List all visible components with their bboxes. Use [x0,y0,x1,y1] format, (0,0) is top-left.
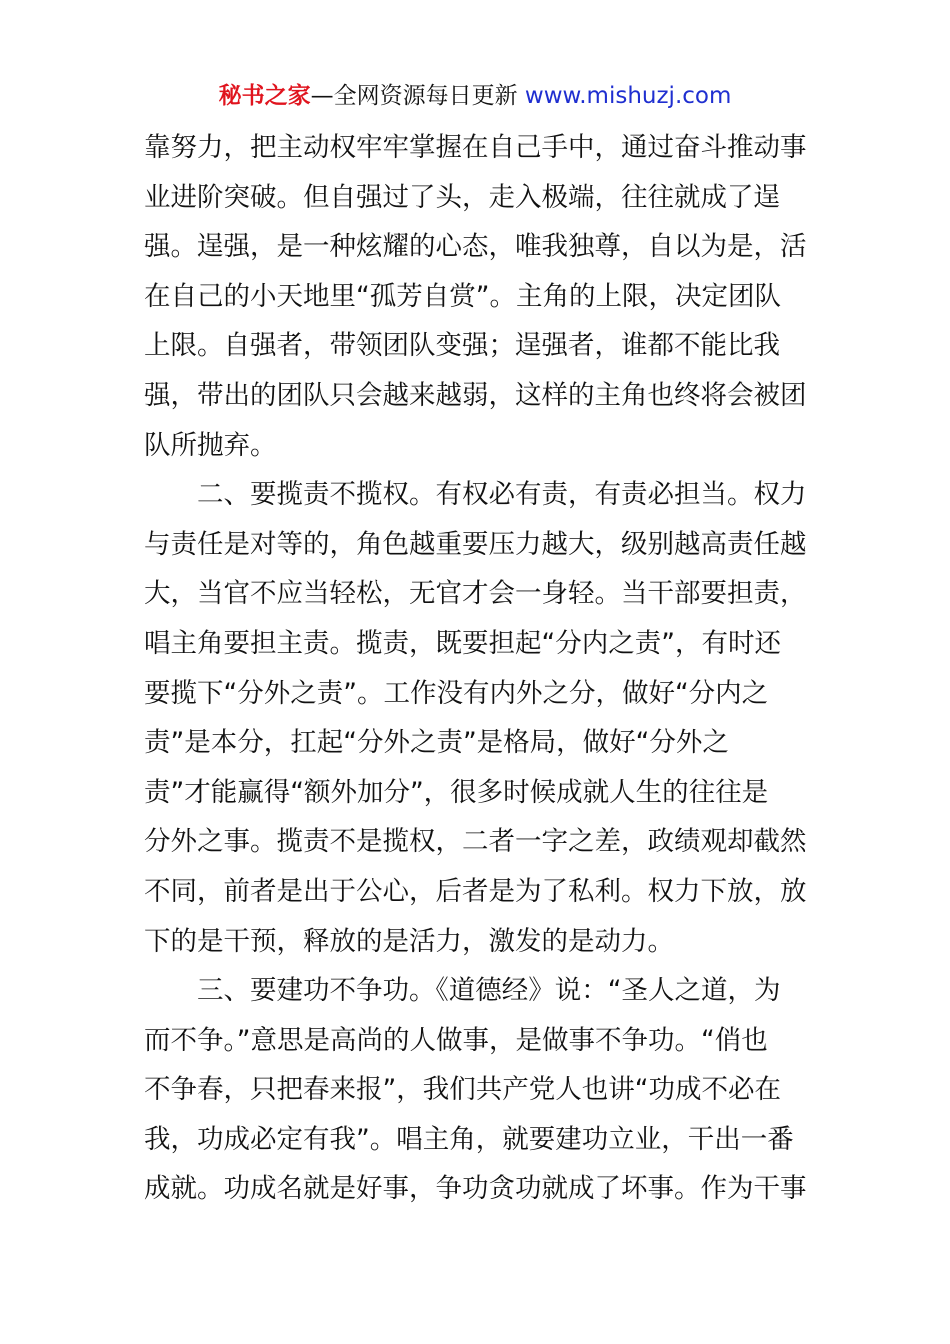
site-url-link[interactable]: www.mishuzj.com [524,83,732,109]
text-line: 不争春，只把春来报”，我们共产党人也讲“功成不必在 [144,1074,781,1106]
text-line: 责”才能赢得“额外加分”，很多时候成就人生的往往是 [144,776,769,808]
text-line: 队所抛弃。 [144,429,277,461]
document-body [144,123,808,1214]
text-line: 分外之事。揽责不是揽权，二者一字之差，政绩观却截然 [144,826,807,858]
text-line: 我，功成必定有我”。唱主角，就要建功立业，干出一番 [144,1123,794,1155]
text-line: 唱主角要担主责。揽责，既要担起“分内之责”，有时还 [144,627,781,659]
text-line: 下的是干预，释放的是活力，激发的是动力。 [144,925,674,957]
text-line: 而不争。”意思是高尚的人做事，是做事不争功。“俏也 [144,1024,768,1056]
paragraph-first-line: 三、要建功不争功。《道德经》说：“圣人之道，为 [197,975,781,1007]
text-line: 成就。功成名就是好事，争功贪功就成了坏事。作为干事 [144,1173,807,1205]
text-line: 大，当官不应当轻松，无官才会一身轻。当干部要担责， [144,578,807,610]
text-line: 在自己的小天地里“孤芳自赏”。主角的上限，决定团队 [144,280,781,312]
text-line: 靠努力，把主动权牢牢掌握在自己手中，通过奋斗推动事 [144,132,807,163]
page-header [0,80,950,112]
text-line: 强，带出的团队只会越来越弱，这样的主角也终将会被团 [144,379,807,411]
text-line: 业进阶突破。但自强过了头，走入极端，往往就成了逞 [144,181,780,213]
text-line: 责”是本分，扛起“分外之责”是格局，做好“分外之 [144,727,729,759]
site-tagline: —全网资源每日更新 [310,83,525,109]
text-line: 强。逞强，是一种炫耀的心态，唯我独尊，自以为是，活 [144,231,807,263]
text-line: 不同，前者是出于公心，后者是为了私利。权力下放，放 [144,875,807,907]
site-brand: 秘书之家 [218,83,311,109]
text-line: 与责任是对等的，角色越重要压力越大，级别越高责任越 [144,528,807,560]
text-line: 上限。自强者，带领团队变强；逞强者，谁都不能比我 [144,330,780,362]
paragraph-first-line: 二、要揽责不揽权。有权必有责，有责必担当。权力 [197,479,807,511]
text-line: 要揽下“分外之责”。工作没有内外之分，做好“分内之 [144,677,769,709]
